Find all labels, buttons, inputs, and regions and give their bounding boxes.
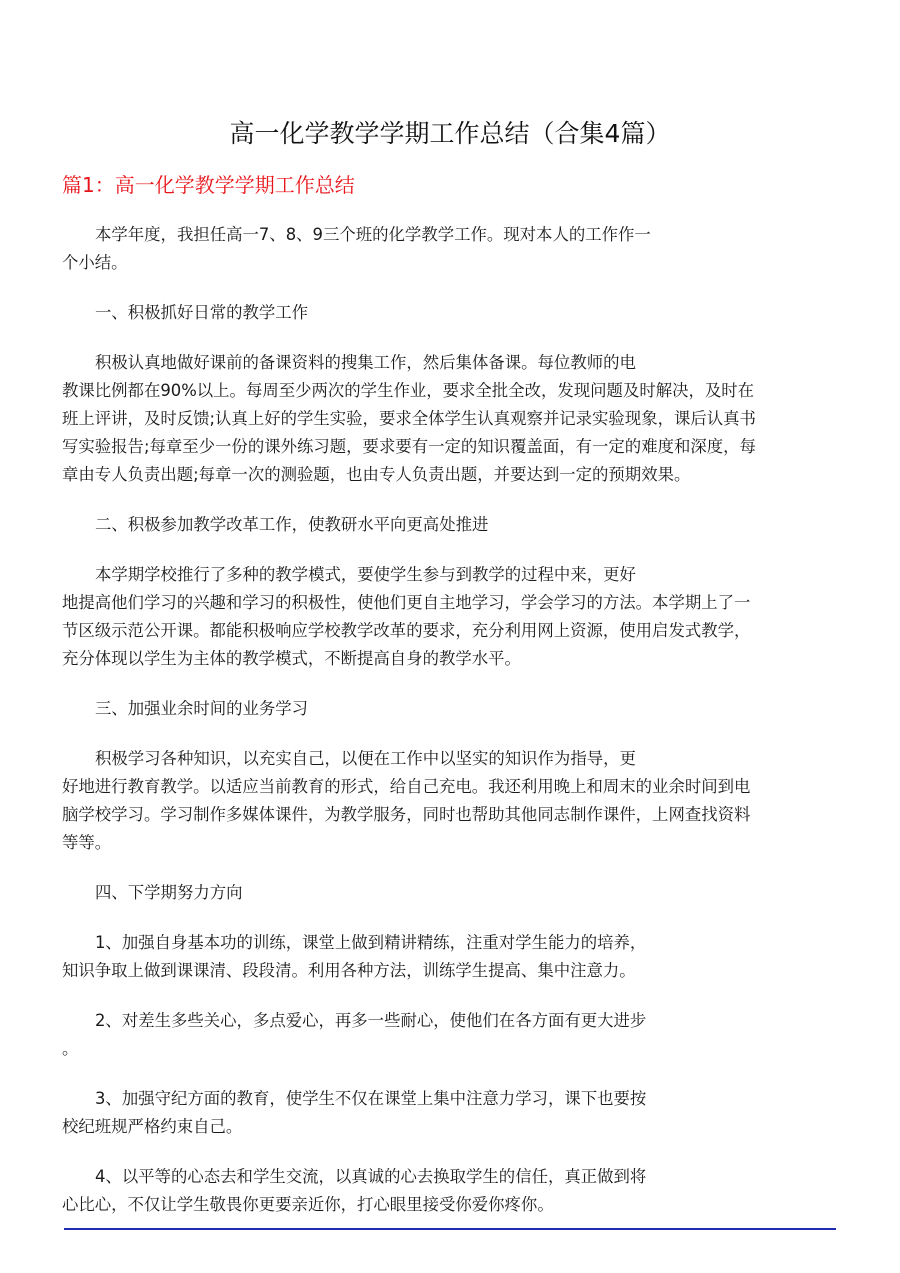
paragraph <box>62 561 838 673</box>
paragraph-line: 写实验报告;每章至少一份的课外练习题，要求要有一定的知识覆盖面，有一定的难度和深度，每 <box>62 437 756 456</box>
subsection-heading <box>62 511 838 539</box>
paragraph-line: 。 <box>62 1039 79 1058</box>
paragraph-line: 3、加强守纪方面的教育，使学生不仅在课堂上集中注意力学习，课下也要按 <box>95 1089 647 1108</box>
paragraph-line: 三、加强业余时间的业务学习 <box>95 699 309 718</box>
paragraph-line: 教课比例都在90%以上。每周至少两次的学生作业，要求全批全改，发现问题及时解决，及时在 <box>62 381 755 400</box>
paragraph-line: 1、加强自身基本功的训练，课堂上做到精讲精练，注重对学生能力的培养， <box>95 933 647 952</box>
paragraph-line: 个小结。 <box>62 253 128 272</box>
paragraph-line: 班上评讲，及时反馈;认真上好的学生实验，要求全体学生认真观察并记录实验现象，课后认真书 <box>62 409 756 428</box>
paragraph <box>62 1007 838 1063</box>
paragraph-line: 二、积极参加教学改革工作，使教研水平向更高处推进 <box>95 515 489 534</box>
paragraph <box>62 221 838 277</box>
paragraph-line: 积极学习各种知识，以充实自己，以便在工作中以坚实的知识作为指导，更 <box>95 749 636 768</box>
paragraph <box>62 745 838 857</box>
paragraph-line: 等等。 <box>62 833 112 852</box>
subsection-heading <box>62 879 838 907</box>
paragraph <box>62 1085 838 1141</box>
footer-rule <box>64 1228 836 1230</box>
paragraph-line: 积极认真地做好课前的备课资料的搜集工作，然后集体备课。每位教师的电 <box>95 353 636 372</box>
subsection-heading <box>62 299 838 327</box>
subsection-heading <box>62 695 838 723</box>
paragraph-line: 心比心，不仅让学生敬畏你更要亲近你，打心眼里接受你爱你疼你。 <box>62 1195 554 1214</box>
paragraph-line: 本学期学校推行了多种的教学模式，要使学生参与到教学的过程中来，更好 <box>95 565 636 584</box>
document-body <box>62 221 838 1241</box>
paragraph-line: 好地进行教育教学。以适应当前教育的形式，给自己充电。我还利用晚上和周末的业余时间到电 <box>62 777 751 796</box>
paragraph <box>62 349 838 489</box>
paragraph <box>62 929 838 985</box>
document-title: 高一化学教学学期工作总结（合集4篇） <box>229 119 671 148</box>
paragraph-line: 本学年度，我担任高一7、8、9三个班的化学教学工作。现对本人的工作作一 <box>95 225 651 244</box>
paragraph-line: 脑学校学习。学习制作多媒体课件，为教学服务，同时也帮助其他同志制作课件，上网查找资料 <box>62 805 751 824</box>
paragraph-line: 节区级示范公开课。都能积极响应学校教学改革的要求，充分利用网上资源，使用启发式教学， <box>62 621 751 640</box>
paragraph-line: 2、对差生多些关心，多点爱心，再多一些耐心，使他们在各方面有更大进步 <box>95 1011 647 1030</box>
paragraph-line: 一、积极抓好日常的教学工作 <box>95 303 309 322</box>
section-heading: 篇1：高一化学教学学期工作总结 <box>62 173 355 197</box>
paragraph-line: 四、下学期努力方向 <box>95 883 243 902</box>
paragraph-line: 校纪班规严格约束自己。 <box>62 1117 243 1136</box>
paragraph-line: 章由专人负责出题;每章一次的测验题，也由专人负责出题，并要达到一定的预期效果。 <box>62 465 691 484</box>
paragraph <box>62 1163 838 1219</box>
paragraph-line: 知识争取上做到课课清、段段清。利用各种方法，训练学生提高、集中注意力。 <box>62 961 636 980</box>
paragraph-line: 地提高他们学习的兴趣和学习的积极性，使他们更自主地学习，学会学习的方法。本学期上了一 <box>62 593 751 612</box>
paragraph-line: 充分体现以学生为主体的教学模式，不断提高自身的教学水平。 <box>62 649 521 668</box>
paragraph-line: 4、以平等的心态去和学生交流，以真诚的心去换取学生的信任，真正做到将 <box>95 1167 647 1186</box>
